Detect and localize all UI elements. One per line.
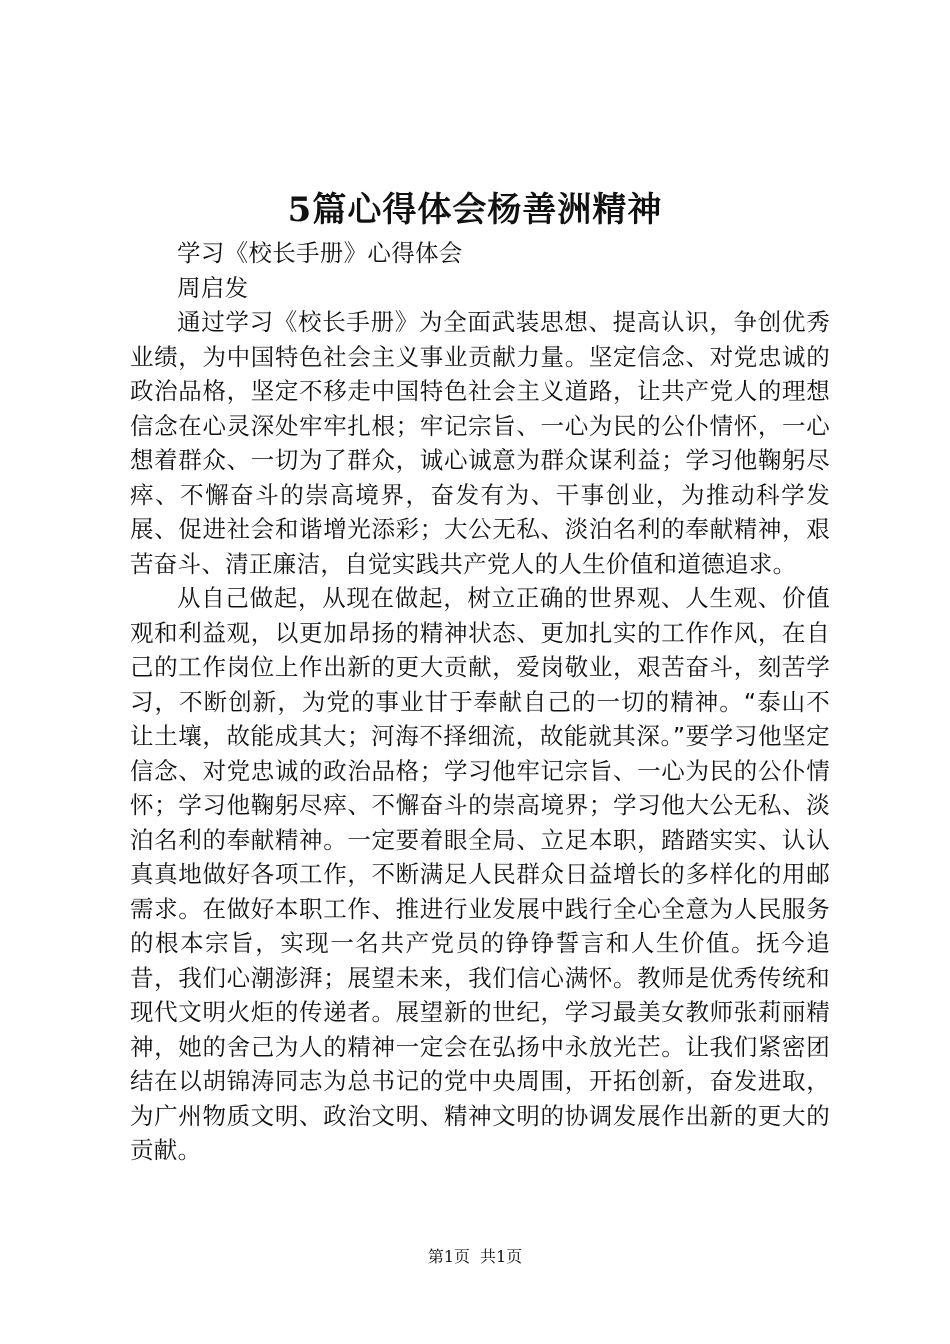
body-paragraph-2: 从自己做起，从现在做起，树立正确的世界观、人生观、价值观和利益观，以更加昂扬的精神状态、更加扎实的工作作风，在自己的工作岗位上作出新的更大贡献，爱岗敬业，艰苦奋斗，刻苦学习，不断创新，为党的事业甘于奉献自己的一切的精神。“泰山不让土壤，故能成其大；河海不择细流，故能就其深。”要学习他坚定信念、对党忠诚的政治品格；学习他牢记宗旨、一心为民的公仆情怀；学习他鞠躬尽瘁、不懈奋斗的崇高境界；学习他大公无私、淡泊名利的奉献精神。一定要着眼全局、立足本职，踏踏实实、认认真真地做好各项工作，不断满足人民群众日益增长的多样化的用邮需求。在做好本职工作、推进行业发展中践行全心全意为人民服务的根本宗旨，实现一名共产党员的铮铮誓言和人生价值。抚今追昔，我们心潮澎湃；展望未来，我们信心满怀。教师是优秀传统和现代文明火炬的传递者。展望新的世纪，学习最美女教师张莉丽精神，她的舍己为人的精神一定会在弘扬中永放光芒。让我们紧密团结在以胡锦涛同志为总书记的党中央周围，开拓创新，奋发进取，为广州物质文明、政治文明、精神文明的协调发展作出新的更大的贡献。 <box>130 584 830 1164</box>
subtitle-line: 学习《校长手册》心得体会 <box>177 239 463 267</box>
document-title: 5篇心得体会杨善洲精神 <box>287 190 663 230</box>
author-line: 周启发 <box>177 273 249 302</box>
page-number: 第1页 <box>427 1247 470 1266</box>
document-body <box>130 236 830 1168</box>
page-footer <box>0 1247 950 1267</box>
page-total: 共1页 <box>480 1247 523 1266</box>
body-paragraph-1: 通过学习《校长手册》为全面武装思想、提高认识，争创优秀业绩，为中国特色社会主义事业贡献力量。坚定信念、对党忠诚的政治品格，坚定不移走中国特色社会主义道路，让共产党人的理想信念在心灵深处牢牢扎根；牢记宗旨、一心为民的公仆情怀，一心想着群众、一切为了群众，诚心诚意为群众谋利益；学习他鞠躬尽瘁、不懈奋斗的崇高境界，奋发有为、干事创业，为推动科学发展、促进社会和谐增光添彩；大公无私、淡泊名利的奉献精神，艰苦奋斗、清正廉洁，自觉实践共产党人的人生价值和道德追求。 <box>130 308 830 578</box>
